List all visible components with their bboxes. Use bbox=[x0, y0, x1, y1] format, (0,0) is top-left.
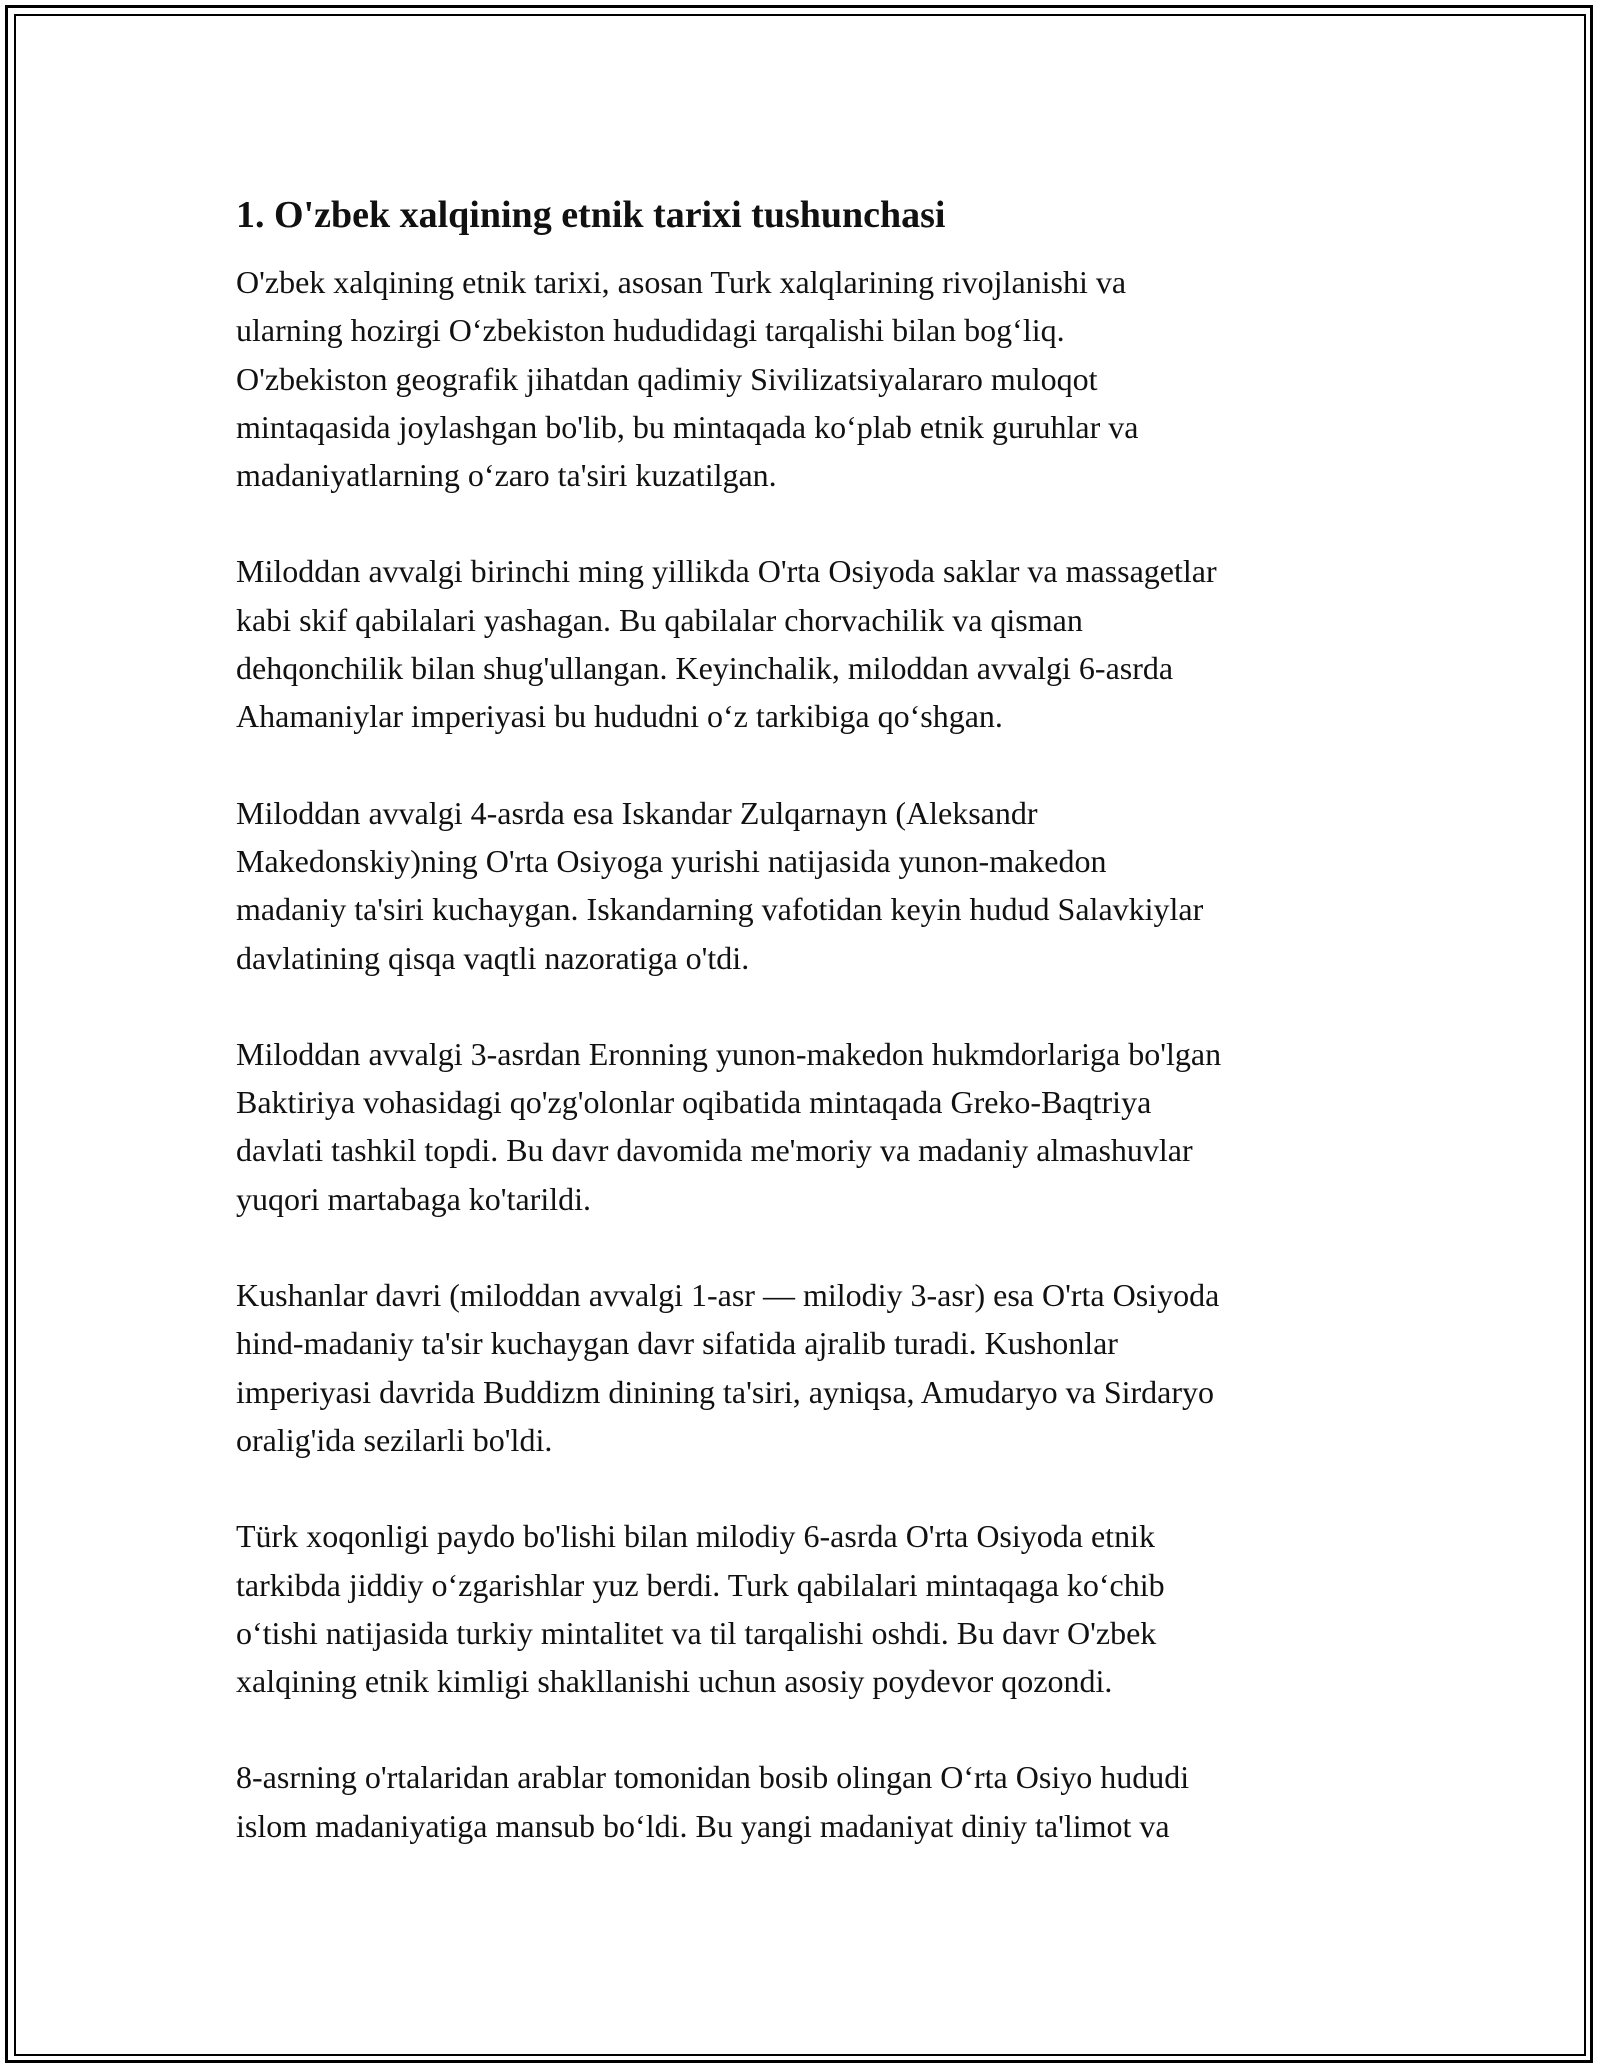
text-line: Kushanlar davri (miloddan avvalgi 1-asr — milodiy 3-asr) esa O'rta Osiyoda bbox=[236, 1277, 1220, 1314]
text-line: Türk xoqonligi paydo bo'lishi bilan milodiy 6-asrda O'rta Osiyoda etnik bbox=[236, 1518, 1155, 1555]
text-line: O'zbek xalqining etnik tarixi, asosan Turk xalqlarining rivojlanishi va bbox=[236, 264, 1127, 300]
paragraph-list bbox=[236, 258, 1386, 1850]
text-line: Miloddan avvalgi birinchi ming yillikda O'rta Osiyoda saklar va massagetlar bbox=[236, 553, 1217, 590]
text-line: tarkibda jiddiy o‘zgarishlar yuz berdi. Turk qabilalari mintaqaga ko‘chib bbox=[236, 1566, 1165, 1603]
text-line: Miloddan avvalgi 4-asrda esa Iskandar Zulqarnayn (Aleksandr bbox=[236, 794, 1038, 831]
text-line: xalqining etnik kimligi shakllanishi uchun asosiy poydevor qozondi. bbox=[236, 1663, 1113, 1700]
document-body bbox=[236, 189, 1386, 1898]
paragraph-5 bbox=[236, 1271, 1386, 1464]
text-line: imperiyasi davrida Buddizm dinining ta'siri, ayniqsa, Amudaryo va Sirdaryo bbox=[236, 1373, 1215, 1410]
paragraph-3 bbox=[236, 789, 1386, 982]
text-line: yuqori martabaga ko'tarildi. bbox=[236, 1180, 591, 1217]
text-line: oralig'ida sezilarli bo'ldi. bbox=[236, 1421, 553, 1458]
paragraph-1 bbox=[236, 258, 1386, 499]
text-line: Ahamaniylar imperiyasi bu hududni o‘z tarkibiga qo‘shgan. bbox=[236, 698, 1003, 735]
text-line: 8-asrning o'rtalaridan arablar tomonidan bosib olingan O‘rta Osiyo hududi bbox=[236, 1759, 1190, 1796]
text-line: Makedonskiy)ning O'rta Osiyoga yurishi natijasida yunon-makedon bbox=[236, 842, 1107, 879]
text-line: madaniy ta'siri kuchaygan. Iskandarning vafotidan keyin hudud Salavkiylar bbox=[236, 891, 1204, 928]
text-line: hind-madaniy ta'sir kuchaygan davr sifatida ajralib turadi. Kushonlar bbox=[236, 1325, 1118, 1362]
text-line: Miloddan avvalgi 3-asrdan Eronning yunon-makedon hukmdorlariga bo'lgan bbox=[236, 1035, 1222, 1072]
text-line: davlati tashkil topdi. Bu davr davomida me'moriy va madaniy almashuvlar bbox=[236, 1132, 1193, 1169]
text-line: madaniyatlarning o‘zaro ta'siri kuzatilgan. bbox=[236, 457, 777, 494]
text-line: ularning hozirgi O‘zbekiston hududidagi tarqalishi bilan bog‘liq. bbox=[236, 312, 1065, 349]
text-line: dehqonchilik bilan shug'ullangan. Keyinchalik, miloddan avvalgi 6-asrda bbox=[236, 650, 1174, 687]
text-line: mintaqasida joylashgan bo'lib, bu mintaqada ko‘plab etnik guruhlar va bbox=[236, 408, 1139, 445]
paragraph-4 bbox=[236, 1030, 1386, 1223]
text-line: o‘tishi natijasida turkiy mintalitet va til tarqalishi oshdi. Bu davr O'zbek bbox=[236, 1614, 1157, 1651]
paragraph-7 bbox=[236, 1753, 1386, 1850]
paragraph-6 bbox=[236, 1512, 1386, 1705]
text-line: O'zbekiston geografik jihatdan qadimiy Sivilizatsiyalararo muloqot bbox=[236, 360, 1098, 397]
paragraph-2 bbox=[236, 547, 1386, 740]
text-line: islom madaniyatiga mansub bo‘ldi. Bu yangi madaniyat diniy ta'limot va bbox=[236, 1807, 1170, 1844]
section-heading: 1. O'zbek xalqining etnik tarixi tushunchasi bbox=[236, 194, 946, 236]
text-line: davlatining qisqa vaqtli nazoratiga o'tdi. bbox=[236, 939, 750, 976]
text-line: kabi skif qabilalari yashagan. Bu qabilalar chorvachilik va qisman bbox=[236, 601, 1083, 638]
text-line: Baktiriya vohasidagi qo'zg'olonlar oqibatida mintaqada Greko-Baqtriya bbox=[236, 1084, 1152, 1121]
